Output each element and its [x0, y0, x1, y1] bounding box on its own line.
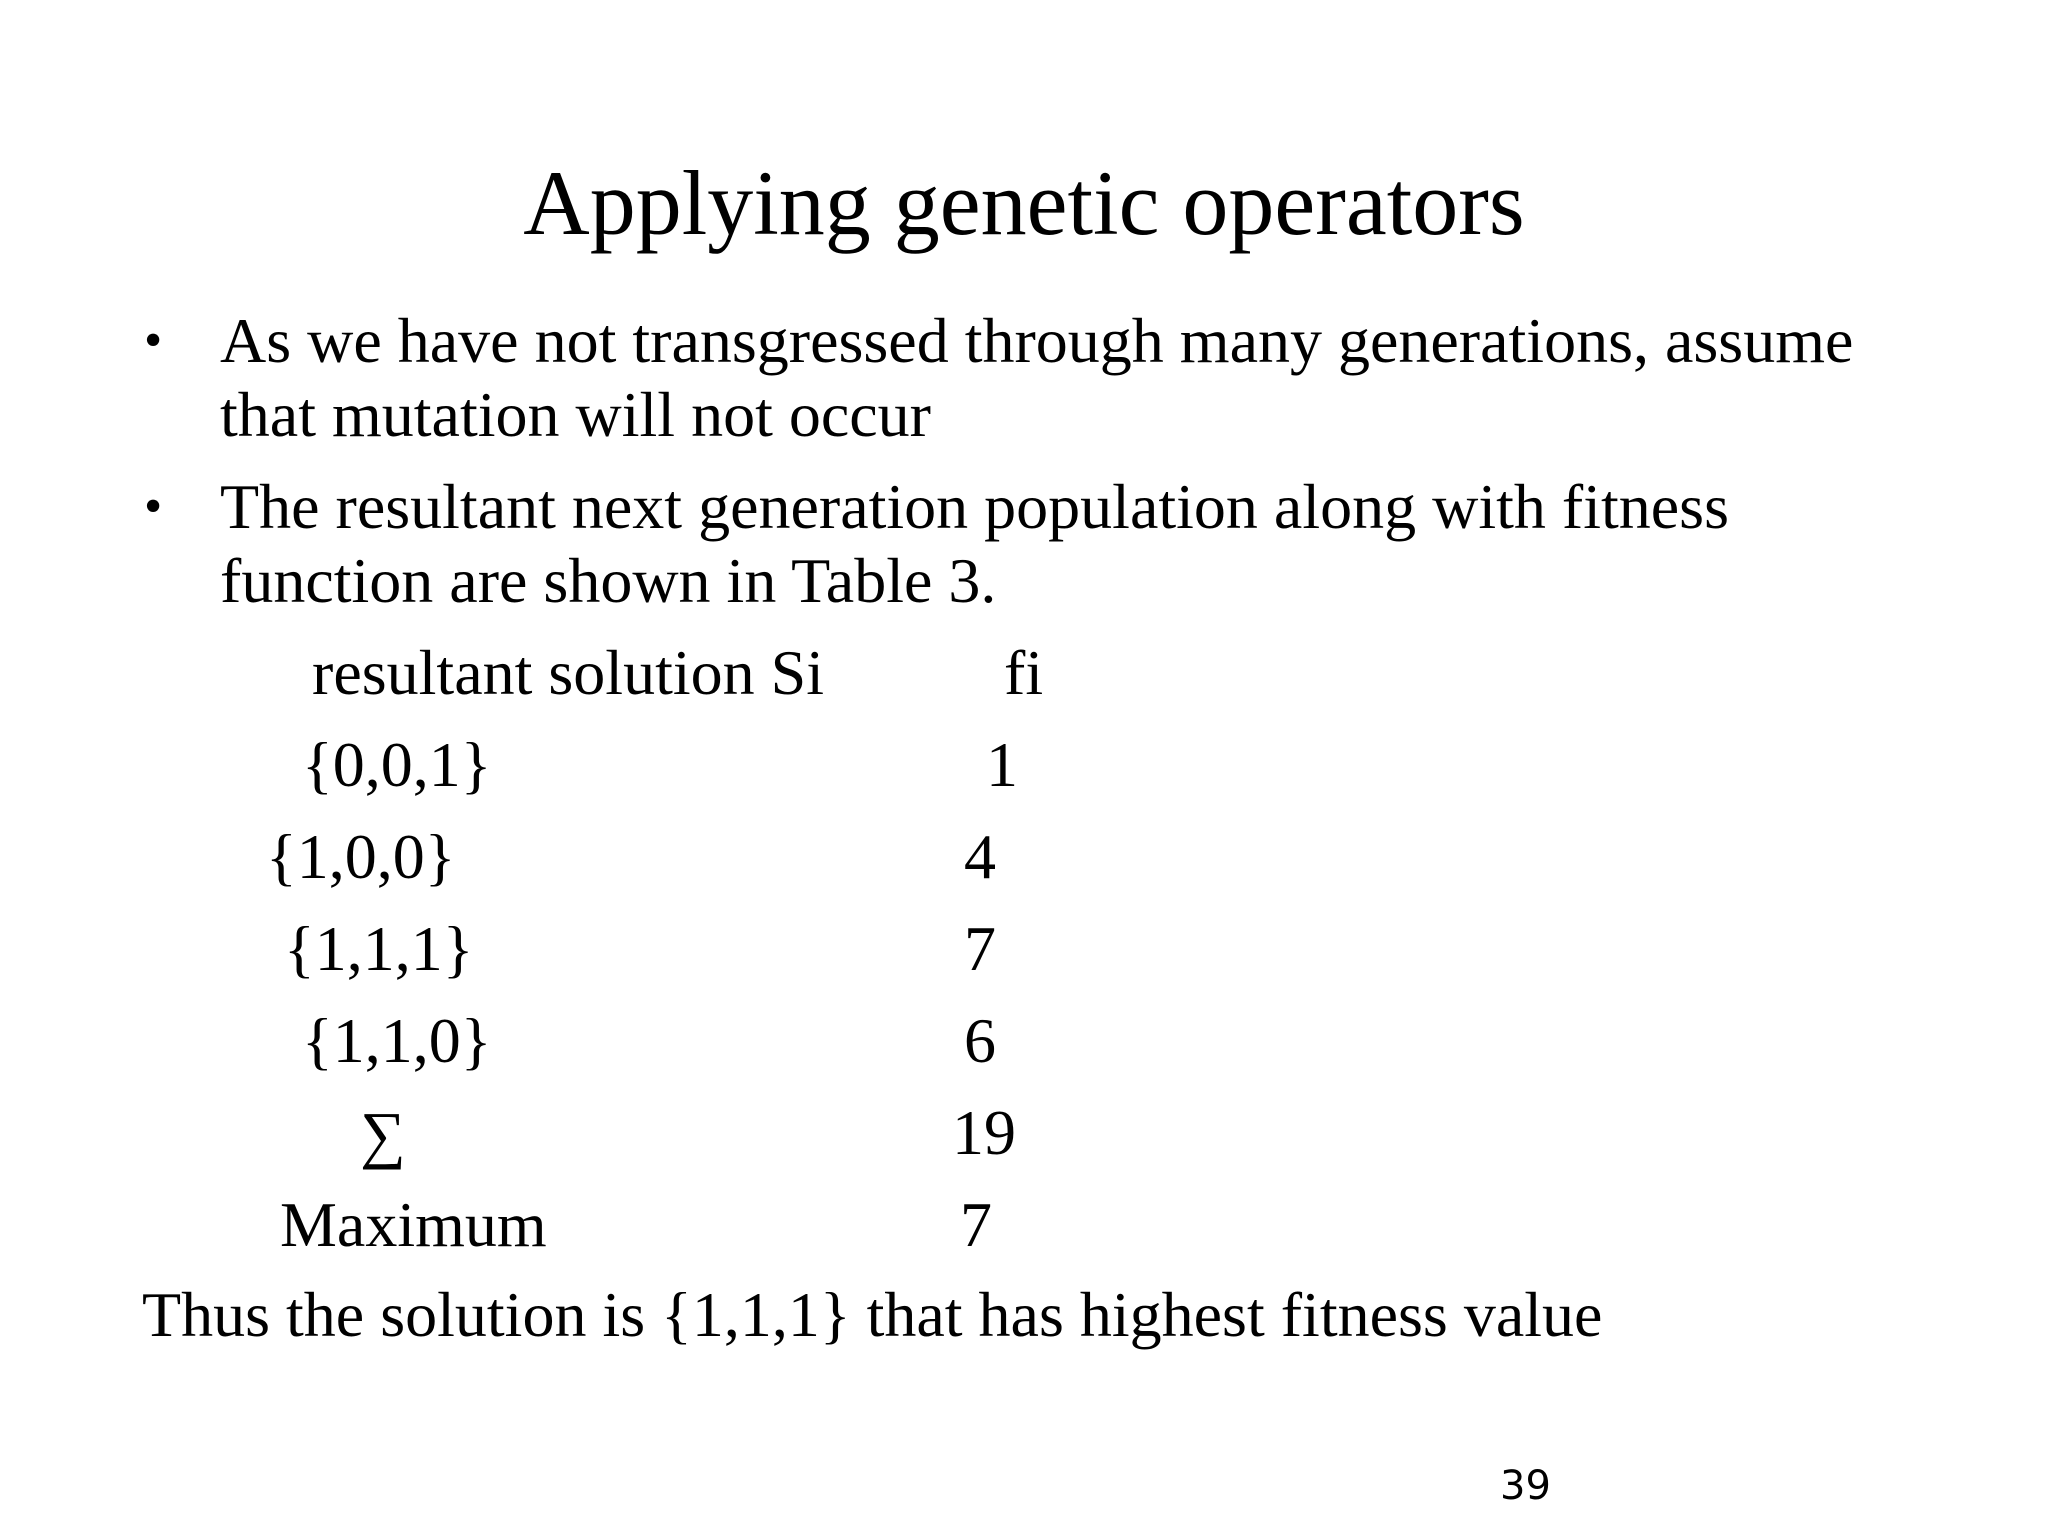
table-cell-fitness: 7 — [964, 913, 996, 984]
table-header-fitness: fi — [1004, 637, 1044, 708]
bullet-dot-icon: • — [144, 478, 163, 535]
bullet-item-table-reference — [140, 470, 1940, 618]
bullet-text: The resultant next generation population along with fitness function are shown in Table 3. — [220, 471, 1729, 616]
table-cell-sum-value: 19 — [952, 1097, 1016, 1168]
table-cell-maximum-value: 7 — [960, 1189, 992, 1260]
table-cell-fitness: 1 — [986, 729, 1018, 800]
table-cell-fitness: 4 — [964, 821, 996, 892]
table-cell-solution: {1,1,0} — [302, 1005, 492, 1076]
page-number: 39 — [1500, 1463, 1551, 1509]
bullet-list — [140, 304, 1940, 636]
bullet-dot-icon: • — [144, 312, 163, 369]
table-cell-solution: {1,0,0} — [266, 821, 456, 892]
table-cell-maximum-label: Maximum — [280, 1189, 547, 1260]
table-cell-solution: {0,0,1} — [302, 729, 492, 800]
table-cell-sum-symbol: ∑ — [360, 1099, 406, 1170]
table-cell-fitness: 6 — [964, 1005, 996, 1076]
table-header-solution: resultant solution Si — [312, 637, 824, 708]
bullet-text: As we have not transgressed through many generations, assume that mutation will not occur — [220, 305, 1854, 450]
slide-title: Applying genetic operators — [523, 152, 1525, 254]
table-cell-solution: {1,1,1} — [284, 913, 474, 984]
bullet-item-mutation — [140, 304, 1940, 452]
conclusion-text: Thus the solution is {1,1,1} that has highest fitness value — [142, 1279, 1603, 1350]
